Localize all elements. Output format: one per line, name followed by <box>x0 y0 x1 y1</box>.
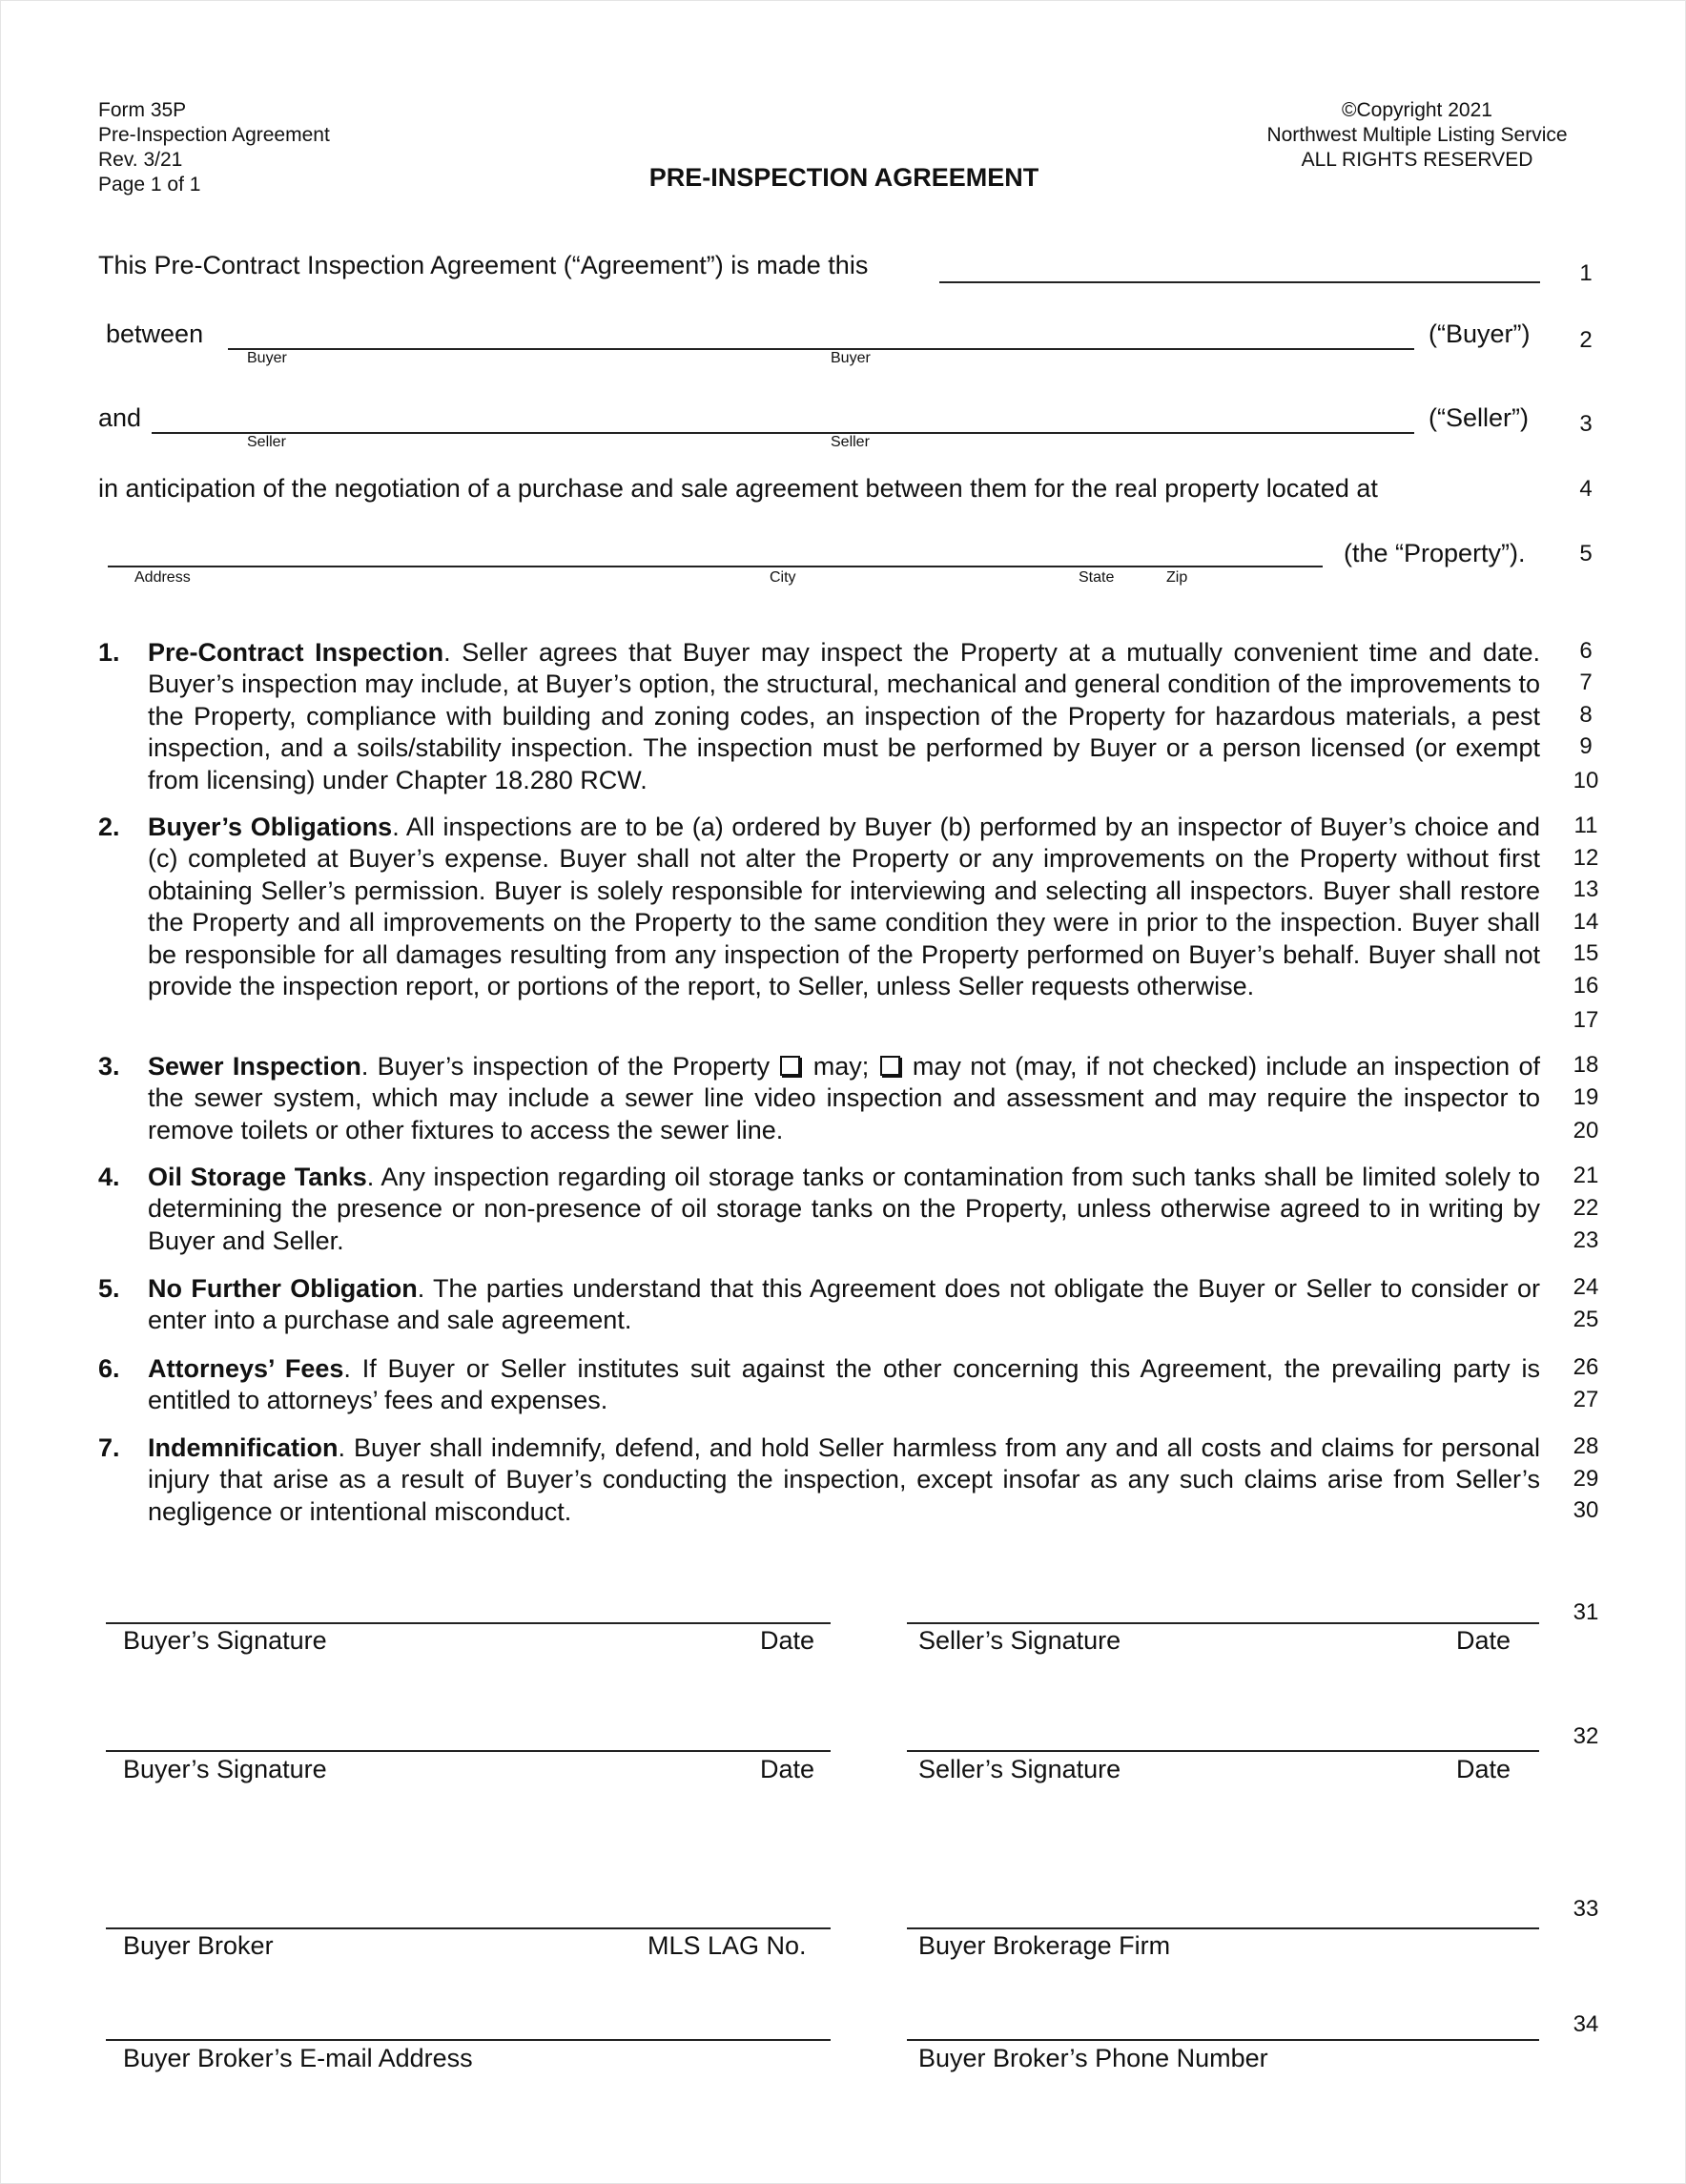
section-number: 4. <box>98 1163 120 1191</box>
intro-line-4: in anticipation of the negotiation of a purchase and sale agreement between them for the real property located at <box>98 474 1378 503</box>
line-number: 27 <box>1573 1387 1599 1412</box>
line-number: 19 <box>1573 1084 1599 1110</box>
rights-line: ALL RIGHTS RESERVED <box>1301 149 1533 171</box>
section-heading: Indemnification <box>148 1433 339 1462</box>
section-number: 2. <box>98 813 120 841</box>
line-number: 8 <box>1579 702 1593 728</box>
line-number: 17 <box>1573 1007 1599 1033</box>
line-number: 25 <box>1573 1307 1599 1332</box>
line-number: 32 <box>1573 1723 1599 1749</box>
buyer-signature-line-2[interactable] <box>106 1750 831 1752</box>
mls-lag-label: MLS LAG No. <box>648 1931 807 1960</box>
section-text: . Buyer shall indemnify, defend, and hold Seller harmless from any and all costs and claims for personal injury that arise as a result of Buyer’s conducting the inspection, except insofar as any such claims arise from Seller’s negligence or intentional misconduct. <box>148 1433 1540 1526</box>
line-number: 21 <box>1573 1163 1599 1188</box>
state-sublabel: State <box>1079 569 1115 586</box>
section-number: 5. <box>98 1274 120 1303</box>
section-heading: Oil Storage Tanks <box>148 1163 367 1191</box>
section-no-further-obligation <box>98 1273 1540 1337</box>
section-pre-contract-inspection <box>98 637 1540 796</box>
buyer-broker-email-line[interactable] <box>106 2039 831 2041</box>
intro-line-1: This Pre-Contract Inspection Agreement (“Agreement”) is made this <box>98 251 869 279</box>
section-text: . All inspections are to be (a) ordered by Buyer (b) performed by an inspector of Buyer’s choice and (c) completed at Buyer’s expense. Buyer shall not alter the Property or any improvements on the Property without first obtaining Seller’s permission. Buyer is solely responsible for interviewing and selecting all inspectors. Buyer shall restore the Property and all improvements on the Property to the same condition they were in prior to the inspection. Buyer shall be responsible for all damages resulting from any inspection of the Property performed on Buyer’s behalf. Buyer shall not provide the inspection report, or portions of the report, to Seller, unless Seller requests otherwise. <box>148 813 1540 1001</box>
zip-sublabel: Zip <box>1166 569 1188 586</box>
may-not-checkbox[interactable] <box>880 1056 900 1076</box>
seller-signature-line-1[interactable] <box>907 1622 1539 1624</box>
date-label: Date <box>760 1626 815 1655</box>
seller-sublabel: Seller <box>247 434 286 450</box>
section-heading: Attorneys’ Fees <box>148 1354 344 1383</box>
buyer-signature-line-1[interactable] <box>106 1622 831 1624</box>
page-title: PRE-INSPECTION AGREEMENT <box>648 163 1039 192</box>
date-label: Date <box>1456 1626 1511 1655</box>
section-text: . If Buyer or Seller institutes suit against the other concerning this Agreement, the prevailing party is entitled to attorneys’ fees and expenses. <box>148 1354 1540 1415</box>
buyer-brokerage-firm-line[interactable] <box>907 1927 1539 1929</box>
seller-sublabel: Seller <box>831 434 870 450</box>
line-number: 10 <box>1573 768 1599 793</box>
between-label: between <box>106 319 204 348</box>
line-number: 3 <box>1579 411 1593 437</box>
section-text: . The parties understand that this Agreement does not obligate the Buyer or Seller to consider or enter into a purchase and sale agreement. <box>148 1274 1540 1335</box>
line-number: 5 <box>1579 541 1593 567</box>
buyer-broker-line[interactable] <box>106 1927 831 1929</box>
line-number: 1 <box>1579 260 1593 286</box>
copyright-block <box>1231 98 1603 173</box>
city-sublabel: City <box>770 569 796 586</box>
section-buyers-obligations <box>98 812 1540 1002</box>
line-number: 26 <box>1573 1354 1599 1380</box>
line-number: 24 <box>1573 1274 1599 1300</box>
date-label: Date <box>1456 1755 1511 1783</box>
date-field[interactable] <box>939 281 1540 283</box>
buyer-broker-email-label: Buyer Broker’s E-mail Address <box>123 2044 473 2072</box>
may-option-label: may; <box>812 1052 870 1081</box>
buyer-name-field[interactable] <box>228 348 1414 350</box>
seller-designation: (“Seller”) <box>1429 403 1529 432</box>
seller-signature-label: Seller’s Signature <box>918 1755 1121 1783</box>
buyer-broker-phone-label: Buyer Broker’s Phone Number <box>918 2044 1268 2072</box>
section-attorneys-fees <box>98 1353 1540 1417</box>
property-address-field[interactable] <box>108 566 1323 567</box>
buyer-signature-label: Buyer’s Signature <box>123 1755 327 1783</box>
line-number: 11 <box>1573 813 1598 838</box>
section-text: . Seller agrees that Buyer may inspect the Property at a mutually convenient time and date. Buyer’s inspection may include, at Buyer’s option, the structural, mechanical and general condition of the improvements to the Property, compliance with building and zoning codes, an inspection of the Property for hazardous materials, a pest inspection, and a soils/stability inspection. The inspection must be performed by Buyer or a person licensed (or exempt from licensing) under Chapter 18.280 RCW. <box>148 638 1540 794</box>
line-number: 33 <box>1573 1896 1599 1922</box>
section-number: 1. <box>98 638 120 667</box>
may-not-option-label: may not <box>912 1052 1006 1081</box>
line-number: 2 <box>1579 327 1593 353</box>
buyer-broker-phone-line[interactable] <box>907 2039 1539 2041</box>
form-revision: Rev. 3/21 <box>98 149 183 171</box>
form-number: Form 35P <box>98 99 187 121</box>
line-number: 20 <box>1573 1118 1599 1144</box>
line-number: 16 <box>1573 973 1599 999</box>
section-text: . Any inspection regarding oil storage tanks or contamination from such tanks shall be limited solely to determining the presence or non-presence of oil storage tanks on the Property, unless otherwise agreed to in writing by Buyer and Seller. <box>148 1163 1540 1255</box>
property-designation: (the “Property”). <box>1344 539 1526 567</box>
section-number: 3. <box>98 1052 120 1081</box>
line-number: 22 <box>1573 1195 1599 1221</box>
line-number: 28 <box>1573 1433 1599 1459</box>
line-number: 13 <box>1573 876 1599 902</box>
buyer-brokerage-firm-label: Buyer Brokerage Firm <box>918 1931 1171 1960</box>
section-sewer-inspection <box>98 1051 1540 1146</box>
section-indemnification <box>98 1432 1540 1528</box>
seller-name-field[interactable] <box>152 432 1414 434</box>
address-sublabel: Address <box>134 569 191 586</box>
buyer-sublabel: Buyer <box>247 350 287 366</box>
section-heading: Sewer Inspection <box>148 1052 361 1081</box>
publisher-line: Northwest Multiple Listing Service <box>1266 124 1568 146</box>
buyer-sublabel: Buyer <box>831 350 871 366</box>
seller-signature-line-2[interactable] <box>907 1750 1539 1752</box>
section-number: 7. <box>98 1433 120 1462</box>
section-heading: No Further Obligation <box>148 1274 418 1303</box>
form-name: Pre-Inspection Agreement <box>98 124 330 146</box>
buyer-signature-label: Buyer’s Signature <box>123 1626 327 1655</box>
date-label: Date <box>760 1755 815 1783</box>
section-heading: Buyer’s Obligations <box>148 813 393 841</box>
section-text: . Buyer’s inspection of the Property <box>360 1052 771 1081</box>
line-number: 30 <box>1573 1497 1599 1523</box>
line-number: 4 <box>1579 476 1593 502</box>
seller-signature-label: Seller’s Signature <box>918 1626 1121 1655</box>
buyer-designation: (“Buyer”) <box>1429 319 1531 348</box>
line-number: 34 <box>1573 2011 1599 2037</box>
and-label: and <box>98 403 142 432</box>
line-number: 6 <box>1579 638 1593 664</box>
line-number: 31 <box>1573 1599 1599 1625</box>
page-count: Page 1 of 1 <box>98 174 201 196</box>
line-number: 12 <box>1573 845 1599 871</box>
section-text: (may, if not checked) include an inspection of the sewer system, which may include a sewer line video inspection and assessment and may require the inspector to remove toilets or other fixtures to access the sewer line. <box>148 1052 1540 1144</box>
buyer-broker-label: Buyer Broker <box>123 1931 274 1960</box>
section-heading: Pre-Contract Inspection <box>148 638 444 667</box>
line-number: 15 <box>1573 940 1599 966</box>
line-number: 29 <box>1573 1466 1599 1492</box>
section-oil-storage-tanks <box>98 1162 1540 1257</box>
line-number: 7 <box>1579 670 1593 695</box>
line-number: 9 <box>1579 733 1593 759</box>
may-checkbox[interactable] <box>780 1056 800 1076</box>
line-number: 23 <box>1573 1227 1599 1253</box>
line-number: 14 <box>1573 909 1599 935</box>
section-number: 6. <box>98 1354 120 1383</box>
line-number: 18 <box>1573 1052 1599 1078</box>
copyright-line: ©Copyright 2021 <box>1342 99 1492 121</box>
